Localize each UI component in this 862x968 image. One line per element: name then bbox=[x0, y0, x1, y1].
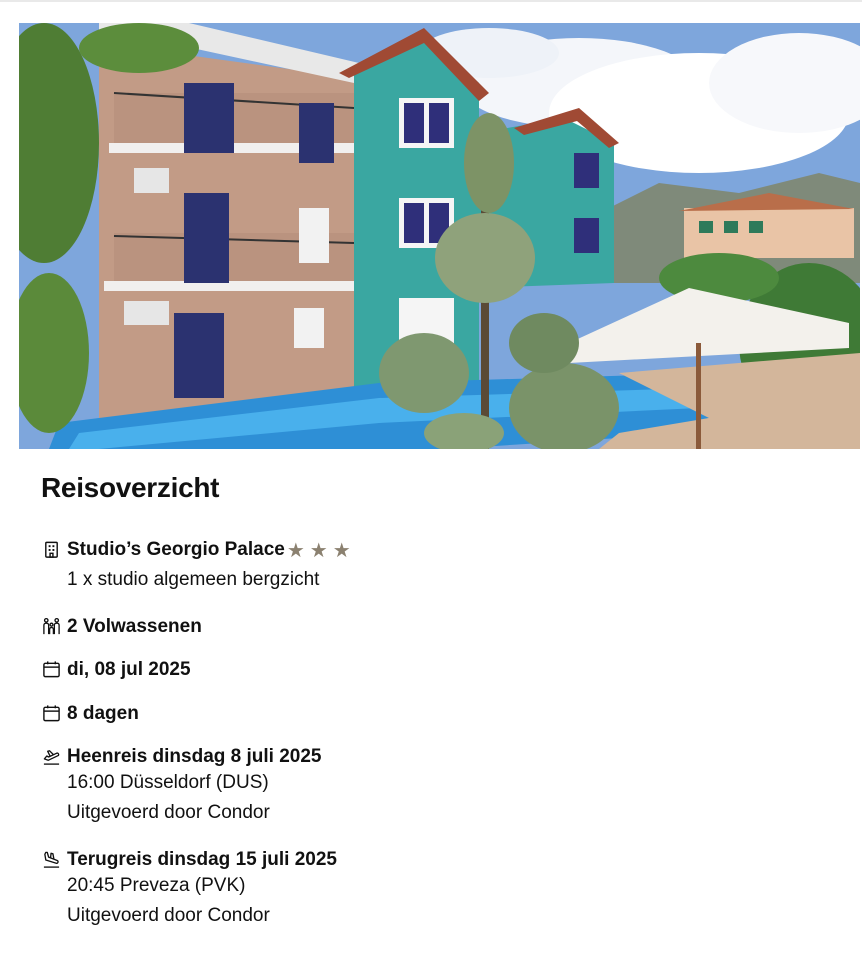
travellers-row bbox=[41, 615, 202, 639]
top-divider bbox=[0, 0, 862, 2]
return-departure: 20:45 Preveza (PVK) bbox=[67, 875, 246, 896]
date-row bbox=[41, 658, 191, 682]
hotel-star-rating bbox=[287, 540, 351, 562]
hotel-photo-illustration bbox=[19, 23, 860, 449]
outbound-row bbox=[41, 745, 322, 769]
hotel-name[interactable]: Studio’s Georgio Palace bbox=[67, 539, 285, 560]
hotel-photo bbox=[19, 23, 860, 449]
return-operator: Uitgevoerd door Condor bbox=[67, 905, 270, 926]
family-icon bbox=[41, 616, 61, 636]
outbound-operator: Uitgevoerd door Condor bbox=[67, 802, 270, 823]
star-icon: ★ bbox=[286, 540, 305, 562]
departure-date: di, 08 jul 2025 bbox=[67, 659, 191, 680]
duration-row bbox=[41, 702, 139, 726]
plane-landing-icon bbox=[41, 849, 61, 869]
room-type: 1 x studio algemeen bergzicht bbox=[67, 569, 320, 590]
outbound-departure: 16:00 Düsseldorf (DUS) bbox=[67, 772, 269, 793]
star-icon: ★ bbox=[332, 540, 351, 562]
calendar-icon bbox=[41, 703, 61, 723]
calendar-icon bbox=[41, 659, 61, 679]
trip-duration: 8 dagen bbox=[67, 703, 139, 724]
building-icon bbox=[41, 539, 61, 559]
return-heading: Terugreis dinsdag 15 juli 2025 bbox=[67, 849, 337, 870]
page-title: Reisoverzicht bbox=[41, 472, 220, 503]
outbound-heading: Heenreis dinsdag 8 juli 2025 bbox=[67, 746, 322, 767]
return-row bbox=[41, 848, 337, 872]
star-icon: ★ bbox=[309, 540, 328, 562]
travellers-count: 2 Volwassenen bbox=[67, 616, 202, 637]
hotel-row bbox=[41, 538, 351, 562]
plane-takeoff-icon bbox=[41, 746, 61, 766]
